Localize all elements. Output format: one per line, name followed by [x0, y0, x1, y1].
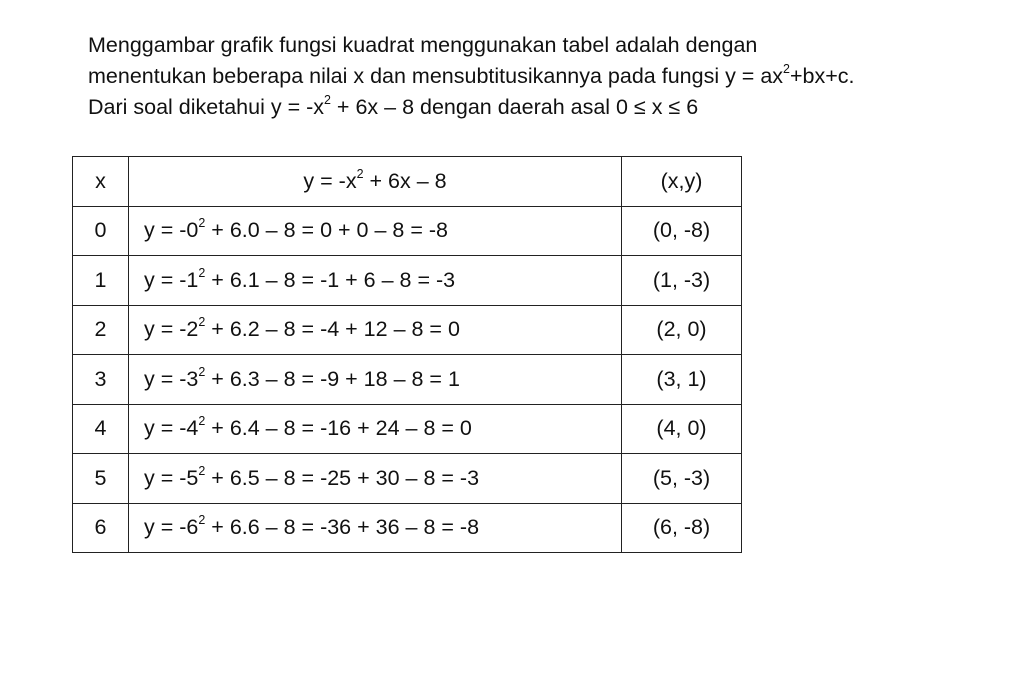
cell-equation — [129, 404, 622, 454]
equation-tail: + 6.0 – 8 = 0 + 0 – 8 = -8 — [205, 218, 448, 243]
cell-x: 5 — [73, 454, 129, 504]
intro-line-3-tail: + 6x – 8 dengan daerah asal 0 ≤ x ≤ 6 — [330, 95, 699, 119]
cell-x: 3 — [73, 355, 129, 405]
header-x: x — [73, 157, 129, 207]
equation-tail: + 6.6 – 8 = -36 + 36 – 8 = -8 — [205, 515, 480, 540]
equation-tail: + 6.2 – 8 = -4 + 12 – 8 = 0 — [205, 317, 460, 342]
cell-equation — [129, 454, 622, 504]
intro-line-2 — [88, 61, 988, 92]
cell-x: 0 — [73, 206, 129, 256]
superscript: 2 — [198, 463, 206, 478]
equation-text: y = -1 — [144, 267, 199, 292]
header-equation-text: y = -x — [303, 168, 357, 193]
superscript: 2 — [356, 166, 364, 181]
table-row — [73, 404, 742, 454]
equation-text: y = -5 — [144, 465, 199, 490]
table-row — [73, 206, 742, 256]
equation-tail: + 6.1 – 8 = -1 + 6 – 8 = -3 — [205, 267, 456, 292]
cell-point: (2, 0) — [622, 305, 742, 355]
intro-line-3 — [88, 92, 988, 123]
cell-x: 4 — [73, 404, 129, 454]
intro-line-2-tail: +bx+c. — [789, 64, 855, 88]
table-row — [73, 454, 742, 504]
superscript: 2 — [198, 414, 206, 429]
table-header-row — [73, 157, 742, 207]
cell-point: (4, 0) — [622, 404, 742, 454]
equation-tail: + 6.5 – 8 = -25 + 30 – 8 = -3 — [205, 465, 480, 490]
equation-text: y = -3 — [144, 366, 199, 391]
cell-equation — [129, 355, 622, 405]
intro-paragraph — [88, 30, 988, 123]
cell-x: 2 — [73, 305, 129, 355]
header-equation-tail: + 6x – 8 — [363, 168, 447, 193]
table-row — [73, 355, 742, 405]
intro-line-1: Menggambar grafik fungsi kuadrat menggunakan tabel adalah dengan — [88, 33, 758, 57]
cell-point: (5, -3) — [622, 454, 742, 504]
table-row — [73, 503, 742, 553]
table-row — [73, 256, 742, 306]
cell-equation — [129, 256, 622, 306]
cell-point: (6, -8) — [622, 503, 742, 553]
equation-text: y = -0 — [144, 218, 199, 243]
superscript: 2 — [198, 265, 206, 280]
equation-tail: + 6.4 – 8 = -16 + 24 – 8 = 0 — [205, 416, 472, 441]
equation-tail: + 6.3 – 8 = -9 + 18 – 8 = 1 — [205, 366, 460, 391]
intro-line-2-text: menentukan beberapa nilai x dan mensubtitusikannya pada fungsi y = ax — [88, 64, 784, 88]
superscript: 2 — [198, 216, 206, 231]
cell-equation — [129, 503, 622, 553]
cell-point: (3, 1) — [622, 355, 742, 405]
superscript: 2 — [198, 315, 206, 330]
superscript: 2 — [198, 513, 206, 528]
cell-point: (1, -3) — [622, 256, 742, 306]
cell-x: 6 — [73, 503, 129, 553]
header-equation — [129, 157, 622, 207]
superscript: 2 — [783, 61, 790, 76]
equation-text: y = -6 — [144, 515, 199, 540]
header-point: (x,y) — [622, 157, 742, 207]
superscript: 2 — [198, 364, 206, 379]
cell-equation — [129, 206, 622, 256]
equation-text: y = -4 — [144, 416, 199, 441]
value-table — [72, 156, 742, 553]
superscript: 2 — [324, 92, 331, 107]
cell-point: (0, -8) — [622, 206, 742, 256]
equation-text: y = -2 — [144, 317, 199, 342]
cell-x: 1 — [73, 256, 129, 306]
table-row — [73, 305, 742, 355]
cell-equation — [129, 305, 622, 355]
intro-line-3-text: Dari soal diketahui y = -x — [88, 95, 325, 119]
